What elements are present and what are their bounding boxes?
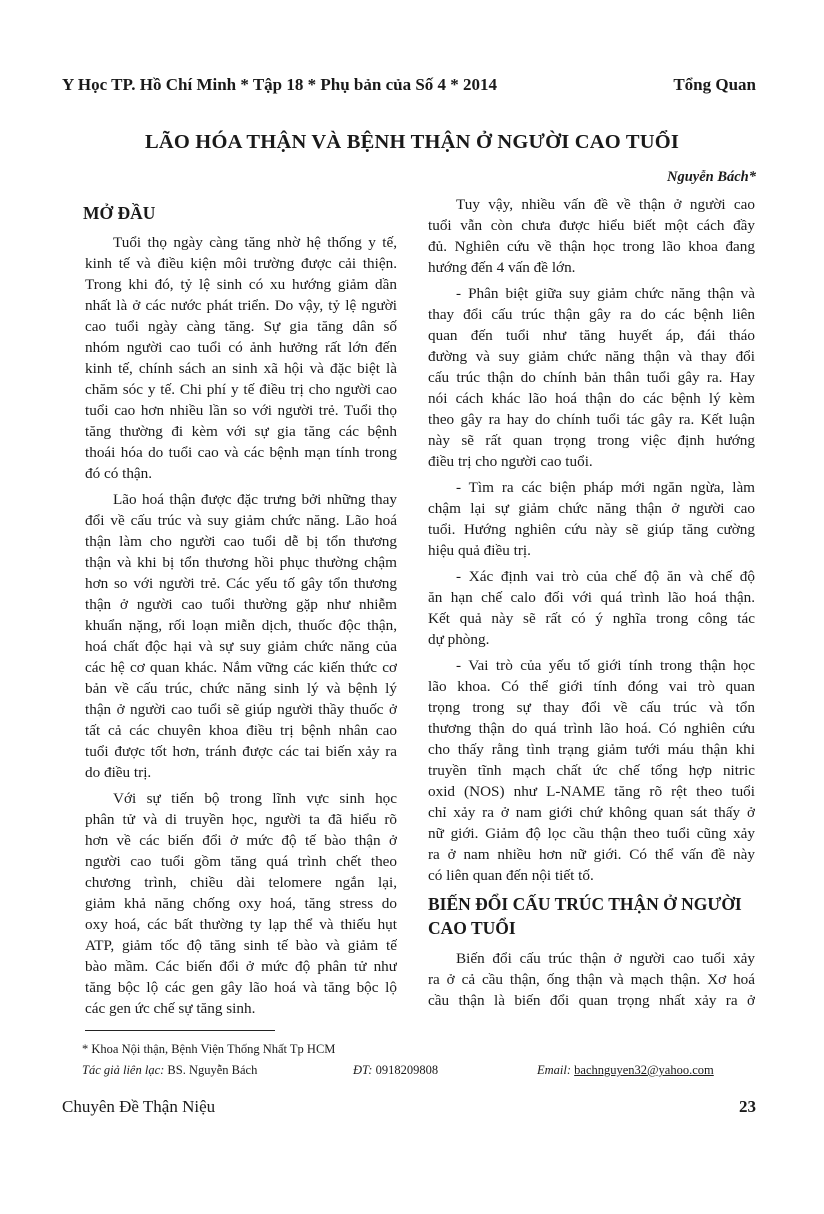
text-line: tuổi được tốt hơn, tránh được các tai biến xảy ra [85,743,397,760]
article-title: LÃO HÓA THẬN VÀ BỆNH THẬN Ở NGƯỜI CAO TUỔI [144,131,680,153]
text-line: tuổi cao hơn nhiều lần so với người trẻ. Tuổi thọ [85,402,397,419]
text-line: tuổi vẫn còn chưa được hiểu biết một cách đầy [428,217,755,234]
text-line: thận ở người cao tuổi sẽ giúp người thầy thuốc ở [85,701,397,718]
text-line: chương trình, chiều dài telomere ngắn lại, [85,874,397,891]
footnote-email [537,1063,714,1078]
paragraph [428,283,755,472]
text-line: Trong khi đó, tỷ lệ sinh có xu hướng giảm dần [85,276,397,293]
text-line: chăm sóc y tế. Chi phí y tế điều trị cho người cao [85,381,397,398]
text-line: hiệu quả điều trị. [428,542,531,559]
text-line: Biến đổi cấu trúc thận ở người cao tuổi xảy [456,950,755,967]
email-label: Email: [537,1063,572,1077]
text-line: hơn về các biến đổi ở mức độ tế bào thận ở [85,832,397,849]
text-line: hơn so với người trẻ. Các yếu tố gây tổn thương [85,575,397,592]
page-number: 23 [739,1097,756,1116]
text-line: tất cả các chuyên khoa điều trị bệnh nhân cao [85,722,397,739]
text-line: người cao tuổi gồm tăng quá trình chết theo [85,853,397,870]
text-line: Kết quả này sẽ rất có ý nghĩa trong công tác [428,610,755,627]
footnote-contact [82,1063,257,1078]
text-line: nhóm người cao tuổi có ảnh hưởng rất lớn đến [85,339,397,356]
text-line: chậm lại sự giảm chức năng thận ở người cao [428,500,755,517]
text-line: trọng trong sự thay đổi về cấu trúc và tổn [428,699,755,716]
text-line: đó có thận. [85,465,153,482]
paragraph [428,194,755,278]
phone-label: ĐT: [353,1063,373,1077]
footnote-phone [353,1063,438,1078]
text-line: kinh tế, chính sách an sinh xã hội và đặc biệt là [85,360,397,377]
text-line: Tuy vậy, nhiều vấn đề về thận ở người cao [456,196,755,213]
section-heading [428,892,755,940]
email-link[interactable]: bachnguyen32@yahoo.com [574,1063,714,1077]
text-line: - Xác định vai trò của chế độ ăn và chế độ [456,568,755,585]
text-line: oxy hoá, các bất thường ty lạp thể và thiếu hụt [85,916,397,933]
text-line: tuổi. Hướng nghiên cứu này sẽ giúp tăng cường [428,521,755,538]
text-line: giảm khả năng chống oxy hoá, tăng stress do [85,895,397,912]
paragraph [85,232,397,484]
text-line: ATP, giảm tốc độ tăng sinh tế bào và giảm tế [85,937,397,954]
text-line: bào mầm. Các biến đổi ở mức độ phân tử như [85,958,397,975]
text-line: ăn hạn chế calo đối với quá trình lão hoá thận. [428,589,755,606]
right-column [428,194,755,1016]
text-line: Tuổi thọ ngày càng tăng nhờ hệ thống y tế, [113,234,397,251]
footnote-divider [85,1030,275,1031]
paragraph [85,788,397,1019]
text-line: hướng đến 4 vấn đề lớn. [428,259,576,276]
text-line: - Vai trò của yếu tố giới tính trong thận học [456,657,755,674]
text-line: nữ giới. Giảm độ lọc cầu thận theo tuổi cũng xảy [428,825,755,842]
paragraph [428,948,755,1011]
text-line: nhất là ở các nước phát triển. Do vậy, tỷ lệ người [85,297,397,314]
text-line: tăng thường đi kèm với sự gia tăng các bệnh [85,423,397,440]
text-line: bản về cấu trúc, chức năng sinh lý và bệnh lý [85,680,397,697]
text-line: phân tử và di truyền học, người ta đã hiểu rõ [85,811,397,828]
text-line: thận ở người cao tuổi thường gặp như nhiễm [85,596,397,613]
paragraph [428,566,755,650]
text-line: kinh tế và điều kiện môi trường được cải thiện. [85,255,397,272]
text-line: thận và khi bị tổn thương hồi phục thường chậm [85,554,397,571]
text-line: oxid (NOS) như L-NAME tăng rõ rệt theo tuổi [428,783,755,800]
text-line: cao tuổi ngày càng tăng. Sự gia tăng dân số [85,318,397,335]
text-line: đủ. Nghiên cứu về thận học trong lão khoa đang [428,238,755,255]
text-line: tăng bộc lộ các gen gây lão hoá và tăng bộc lộ [85,979,397,996]
text-line: các gen ức chế sự tăng sinh. [85,1000,256,1017]
text-line: khuẩn nặng, rối loạn miễn dịch, thuốc độc thận, [85,617,397,634]
text-line: - Phân biệt giữa suy giảm chức năng thận và [456,285,755,302]
author-name: Nguyễn Bách* [666,169,756,185]
text-line: Với sự tiến bộ trong lĩnh vực sinh học [113,790,397,807]
text-line: thoái hóa do tuổi cao và các bệnh mạn tính trong [85,444,397,461]
text-line: BIẾN ĐỔI CẤU TRÚC THẬN Ở NGƯỜI [428,894,742,914]
section-label: Tổng Quan [673,75,756,94]
contact-label: Tác giả liên lạc: [82,1063,165,1077]
section-heading [83,201,397,225]
text-line: chỉ xảy ra ở nam giới chứ không quan sát thấy ở [428,804,755,821]
text-line: MỞ ĐẦU [83,203,156,223]
text-line: nói cách khác lão hoá thận do các bệnh lý kèm [428,390,755,407]
text-line: các hệ cơ quan khác. Nắm vững các kiến thức cơ [85,659,397,676]
left-column [85,201,397,1024]
text-line: cấu trúc thận do chính bản thân tuổi gây ra. Hay [428,369,755,386]
text-line: có liên quan đến nội tiết tố. [428,867,594,884]
text-line: CAO TUỔI [428,918,516,938]
contact-name: BS. Nguyễn Bách [167,1063,258,1077]
text-line: đổi về cấu trúc và suy giảm chức năng. Lão hoá [85,512,397,529]
text-line: - Tìm ra các biện pháp mới ngăn ngừa, làm [456,479,755,496]
text-line: cho thấy rằng tình trạng giảm tưới máu thận khi [428,741,755,758]
paragraph [428,477,755,561]
text-line: hoá chất độc hại và sự suy giảm chức năng của [85,638,397,655]
paragraph [85,489,397,783]
journal-header: Y Học TP. Hồ Chí Minh * Tập 18 * Phụ bản của Số 4 * 2014 [62,75,498,94]
text-line: dự phòng. [428,631,490,648]
text-line: lão khoa. Có thể giới tính đóng vai trò quan [428,678,755,695]
text-line: Lão hoá thận được đặc trưng bởi những thay [113,491,397,508]
text-line: điều trị cho người cao tuổi. [428,453,593,470]
text-line: truyền tĩnh mạch chất ức chế tổng hợp nitric [428,762,755,779]
text-line: ra ở nam nhiều hơn nữ giới. Có thể vấn đề này [428,846,755,863]
footer-series: Chuyên Đề Thận Niệu [62,1097,216,1116]
paragraph [428,655,755,886]
phone-number: 0918209808 [375,1063,439,1077]
text-line: quan đến tuổi như tăng huyết áp, đái tháo [428,327,755,344]
text-line: này sẽ rất quan trọng trong việc định hướng [428,432,755,449]
text-line: ra ở cả cầu thận, ống thận và mạch thận. Xơ hoá [428,971,755,988]
text-line: cầu thận là biến đổi quan trọng nhất xảy ra ở [428,992,755,1009]
footnote-affiliation: * Khoa Nội thận, Bệnh Viện Thống Nhất Tp HCM [82,1042,336,1056]
text-line: thận làm cho người cao tuổi dễ bị tổn thương [85,533,397,550]
text-line: theo gây ra hay do chính tuổi tác gây ra. Kết luận [428,411,755,428]
text-line: thương thận do quá trình lão hoá. Có nghiên cứu [428,720,755,737]
text-line: đường và suy giảm chức năng thận và thay đổi [428,348,755,365]
text-line: thay đổi cấu trúc thận gây ra do các bệnh liên [428,306,755,323]
text-line: do điều trị. [85,764,152,781]
